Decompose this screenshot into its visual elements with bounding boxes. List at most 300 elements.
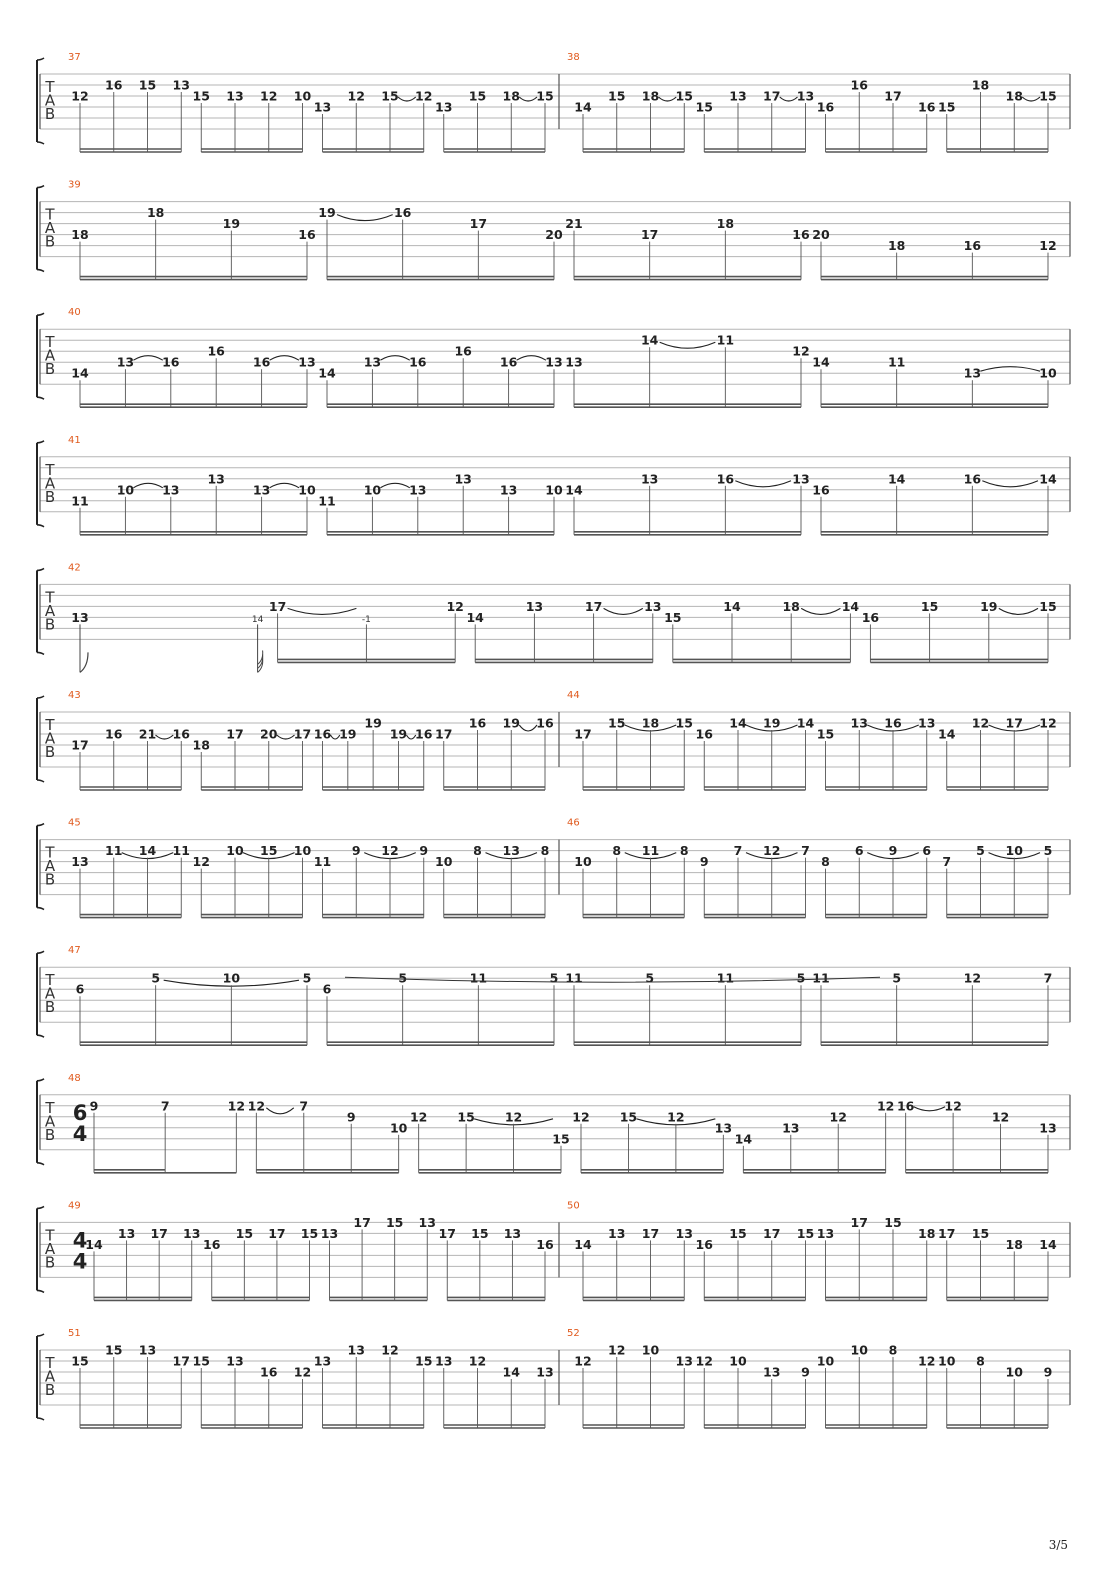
fret-number: 14 (723, 598, 741, 614)
fret-number: 17 (763, 1225, 781, 1241)
fret-number: 13 (714, 1120, 733, 1136)
fret-number: 17 (293, 726, 312, 742)
fret-number: 16 (499, 354, 518, 370)
fret-number: 10 (729, 1353, 747, 1369)
fret-number: 16 (298, 227, 316, 243)
fret-number: 13 (71, 609, 89, 625)
beat-group (942, 843, 1052, 918)
beat-group (574, 89, 693, 153)
fret-number: 11 (887, 354, 906, 370)
fret-number: 17 (850, 1214, 868, 1230)
fret-number: 8 (612, 843, 622, 859)
beat-group (439, 1226, 554, 1301)
fret-number: 18 (782, 598, 800, 614)
measure-number: 45 (68, 817, 81, 829)
time-signature-bottom: 4 (72, 1121, 88, 1146)
fret-number: 13 (138, 1342, 157, 1358)
fret-number: 10 (850, 1342, 868, 1358)
fret-number: 14 (138, 843, 157, 859)
beat-group (696, 1354, 810, 1429)
fret-number: 19 (980, 598, 998, 614)
fret-number: 12 (381, 843, 399, 859)
fret-number: 8 (888, 1342, 898, 1358)
tie-arc (982, 481, 1038, 487)
fret-number: 12 (409, 1109, 428, 1125)
fret-number: 11 (716, 332, 735, 348)
beat-group (71, 610, 263, 673)
tab-clef-letter: A (44, 346, 56, 365)
beat-group (938, 1226, 1057, 1301)
fret-number: 7 (801, 843, 810, 859)
fret-number: 16 (884, 715, 902, 731)
fret-number: 16 (105, 77, 123, 93)
tie-arc (517, 356, 546, 361)
fret-number: 16 (536, 715, 554, 731)
fret-number: 15 (300, 1225, 319, 1241)
fret-number: 16 (260, 1364, 278, 1380)
fret-number: 17 (1005, 715, 1023, 731)
fret-number: 15 (729, 1225, 747, 1241)
fret-number: 16 (415, 726, 433, 742)
tie-arc (380, 356, 409, 361)
fret-number: 12 (876, 1098, 895, 1114)
fret-number: 15 (138, 77, 157, 93)
fret-number: 11 (313, 854, 332, 870)
fret-number: 5 (398, 970, 408, 986)
measure-number: 43 (68, 690, 81, 701)
tie-arc (914, 1107, 945, 1111)
fret-number: 12 (918, 1353, 936, 1369)
fret-number: 15 (385, 1214, 404, 1230)
fret-number: 16 (409, 354, 427, 370)
fret-number: 17 (574, 726, 592, 742)
fret-number: 12 (192, 854, 210, 870)
fret-number: 18 (146, 205, 165, 221)
fret-number: 15 (1039, 598, 1057, 614)
tab-clef-letter: A (44, 1367, 56, 1386)
fret-number: 9 (346, 1109, 356, 1125)
tie-arc (288, 608, 357, 614)
fret-number: 15 (192, 1353, 210, 1369)
fret-number: 16 (207, 343, 225, 359)
tab-clef-letter: B (44, 870, 56, 889)
beat-group (696, 1226, 815, 1301)
fret-number: 14 (502, 1364, 520, 1380)
fret-number: 13 (313, 99, 332, 115)
beat-group (193, 843, 312, 918)
beat-group (817, 1215, 936, 1301)
tab-system (37, 307, 1070, 407)
fret-number: 18 (1005, 1236, 1023, 1252)
beat-group (565, 471, 809, 535)
fret-number: 10 (389, 1120, 408, 1136)
fret-number: 13 (226, 1353, 244, 1369)
beat-group (318, 205, 563, 280)
tab-clef-letter: T (45, 460, 55, 479)
beat-group (269, 599, 464, 663)
fret-number: 13 (608, 1225, 626, 1241)
fret-number: 15 (664, 609, 682, 625)
page-number: 3/5 (1048, 1538, 1068, 1552)
fret-number: 19 (763, 715, 781, 731)
measure-number: 38 (567, 52, 580, 63)
fret-number: 19 (364, 715, 382, 731)
fret-number: 17 (172, 1353, 190, 1369)
fret-number: 18 (71, 227, 89, 243)
tab-clef-letter: T (45, 78, 55, 96)
fret-number: 9 (419, 843, 429, 859)
fret-number: 15 (536, 88, 554, 104)
fret-number: 16 (850, 77, 868, 93)
fret-number: 10 (222, 970, 241, 986)
tie-arc (270, 483, 299, 488)
beat-group (565, 333, 809, 408)
fret-number: 14 (812, 354, 830, 370)
fret-number: 13 (545, 354, 563, 370)
tab-clef-letter: B (44, 1125, 56, 1144)
fret-number: 11 (565, 970, 583, 986)
fret-number: 13 (1039, 1120, 1057, 1136)
fret-number: 16 (716, 471, 735, 487)
tab-clef-letter: T (45, 588, 55, 607)
fret-number: 15 (884, 1214, 902, 1230)
measure-number: 41 (68, 434, 81, 446)
beat-group (812, 971, 1052, 1045)
tab-clef-letter: T (45, 971, 55, 990)
fret-number: 10 (574, 854, 592, 870)
beat-group (817, 78, 936, 153)
fret-number: 14 (574, 1236, 592, 1252)
measure-number: 49 (68, 1200, 81, 1212)
fret-number: 16 (896, 1098, 915, 1114)
beat-group (90, 1098, 245, 1173)
fret-number: 5 (549, 970, 559, 986)
fret-number: 19 (502, 715, 520, 731)
tie-arc (266, 1108, 293, 1114)
fret-number: 14 (734, 1131, 753, 1147)
fret-number: 13 (640, 471, 659, 487)
tab-system (37, 690, 1070, 790)
tie-arc (780, 97, 798, 101)
fret-number: 13 (536, 1364, 554, 1380)
fret-number: 12 (468, 1353, 487, 1369)
fret-number: 15 (608, 88, 626, 104)
tab-clef-letter: A (44, 474, 56, 493)
fret-number: 13 (418, 1214, 436, 1230)
fret-number: 9 (699, 854, 709, 870)
fret-number: 13 (252, 482, 271, 498)
fret-number: 5 (892, 970, 902, 986)
tie-arc (999, 608, 1038, 614)
beat-group (193, 727, 312, 791)
fret-number: 12 (829, 1109, 847, 1125)
fret-number: 17 (226, 726, 244, 742)
tab-clef-letter: A (44, 219, 56, 238)
fret-number: 16 (313, 726, 332, 742)
fret-number: 20 (545, 227, 563, 243)
tab-clef-letter: A (44, 857, 56, 876)
beat-group (574, 716, 693, 791)
fret-number: 16 (536, 1236, 554, 1252)
fret-number: 12 (247, 1098, 266, 1114)
beat-group (574, 1226, 693, 1301)
tie-arc (337, 215, 393, 221)
fret-number: 14 (887, 471, 906, 487)
beat-group (574, 843, 688, 918)
tab-system (37, 562, 1070, 672)
fret-number: 15 (675, 715, 693, 731)
fret-number: 10 (293, 843, 312, 859)
fret-number: 13 (763, 1364, 781, 1380)
fret-number: 11 (172, 843, 190, 859)
measure-number: 51 (68, 1328, 81, 1339)
fret-number: 17 (640, 227, 659, 243)
fret-number: 13 (435, 99, 453, 115)
fret-number: 14 (841, 598, 860, 614)
tie-arc (519, 97, 537, 101)
beat-group (821, 843, 931, 918)
fret-number: 12 (446, 598, 464, 614)
fret-number: 13 (409, 482, 427, 498)
fret-number: 5 (976, 843, 985, 859)
fret-number: 12 (792, 343, 810, 359)
tab-system (37, 180, 1070, 280)
fret-number: 19 (222, 216, 241, 232)
measure-number: 42 (68, 562, 81, 574)
measure-number: 52 (567, 1328, 580, 1339)
fret-number: 19 (389, 726, 408, 742)
beat-group (71, 843, 190, 918)
fret-number: 17 (763, 88, 781, 104)
beat-group (71, 1343, 190, 1429)
fret-number: 18 (641, 88, 660, 104)
fret-number: 11 (318, 493, 336, 509)
fret-number: 15 (260, 843, 278, 859)
fret-number: 13 (675, 1225, 693, 1241)
fret-number: 12 (991, 1109, 1010, 1125)
fret-number: 12 (415, 88, 433, 104)
beat-group (314, 1343, 433, 1429)
tie-arc (659, 97, 677, 101)
fret-number: 15 (552, 1131, 570, 1147)
fret-number: 18 (192, 737, 210, 753)
fret-number: 11 (812, 970, 830, 986)
beat-group (71, 727, 190, 791)
tie-arc (660, 342, 716, 348)
fret-number: 12 (608, 1342, 626, 1358)
fret-number: 16 (695, 726, 713, 742)
fret-number: 21 (138, 726, 157, 742)
fret-number: 12 (667, 1109, 685, 1125)
time-signature-top: 6 (72, 1100, 88, 1125)
fret-number: 13 (675, 1353, 693, 1369)
beat-group (817, 716, 936, 791)
beat-group (314, 716, 433, 791)
fret-number: 12 (293, 1364, 312, 1380)
fret-number: 13 (782, 1120, 800, 1136)
fret-number: 8 (679, 843, 689, 859)
fret-number: 16 (252, 354, 271, 370)
measure-number: 40 (68, 307, 81, 319)
beat-group (696, 716, 815, 791)
fret-number: 14 (938, 726, 956, 742)
fret-number: 16 (203, 1236, 221, 1252)
fret-number: 16 (393, 205, 412, 221)
fret-number: 9 (1043, 1364, 1053, 1380)
fret-number: 12 (71, 88, 89, 104)
fret-number: 12 (1039, 238, 1057, 254)
beat-group (572, 1109, 732, 1173)
fret-number: 17 (938, 1225, 956, 1241)
beat-group (938, 716, 1057, 791)
fret-number: 13 (207, 471, 225, 487)
fret-number: 6 (322, 981, 332, 997)
fret-number: 19 (318, 205, 336, 221)
fret-number: 16 (172, 726, 190, 742)
fret-number: 13 (850, 715, 868, 731)
beat-group (938, 78, 1057, 153)
fret-number: 18 (1005, 88, 1023, 104)
beat-group (248, 1098, 408, 1173)
fret-number: 16 (918, 99, 936, 115)
fret-number: 11 (469, 970, 488, 986)
tab-clef-letter: A (44, 729, 56, 748)
fret-number: 19 (339, 726, 357, 742)
fret-number: 17 (438, 1225, 456, 1241)
beat-group (314, 843, 428, 918)
fret-number: 7 (160, 1098, 170, 1114)
fret-number: 10 (1005, 843, 1023, 859)
fret-number: 10 (435, 854, 453, 870)
fret-number: 15 (608, 715, 626, 731)
tab-clef-letter: T (45, 1098, 55, 1117)
beat-group (314, 89, 433, 153)
fret-number: 17 (150, 1225, 168, 1241)
tab-system (37, 435, 1070, 535)
fret-number: 15 (1039, 88, 1057, 104)
fret-number: 17 (353, 1214, 371, 1230)
fret-number: 14 (640, 332, 659, 348)
fret-number: 5 (1043, 843, 1053, 859)
fret-number: 16 (861, 609, 880, 625)
fret-number: 13 (525, 598, 544, 614)
fret-number: 12 (347, 88, 365, 104)
fret-number: 12 (971, 715, 990, 731)
fret-number: 18 (716, 216, 735, 232)
fret-number: 9 (888, 843, 898, 859)
fret-number: 18 (918, 1225, 936, 1241)
beat-group (435, 716, 554, 791)
tie-arc (380, 483, 409, 488)
fret-number: 17 (71, 737, 89, 753)
fret-number: 14 (1039, 471, 1057, 487)
fret-number: 15 (235, 1225, 254, 1241)
tie-arc (801, 608, 840, 614)
tie-arc (735, 481, 791, 487)
fret-number: 14 (796, 715, 815, 731)
fret-number: 13 (918, 715, 936, 731)
beat-group (700, 843, 810, 918)
beat-group (812, 471, 1057, 535)
fret-number: 14 (85, 1236, 103, 1252)
fret-number: 10 (298, 482, 316, 498)
tab-clef-letter: B (44, 998, 56, 1017)
fret-number: 13 (117, 1225, 136, 1241)
fret-number: 15 (938, 99, 956, 115)
fret-number: 14 (466, 609, 484, 625)
eighth-flag (80, 652, 88, 672)
fret-number: 18 (971, 77, 990, 93)
time-signature-bottom: 4 (72, 1249, 88, 1274)
beat-group (193, 89, 312, 153)
fret-number: 11 (105, 843, 123, 859)
fret-number: 13 (792, 471, 810, 487)
fret-number: 14 (318, 365, 336, 381)
tab-clef-letter: B (44, 232, 56, 251)
fret-number: 15 (192, 88, 210, 104)
fret-number: 12 (504, 1109, 523, 1125)
fret-number: 15 (971, 1225, 990, 1241)
fret-number: 14 (71, 365, 89, 381)
tab-clef-letter: B (44, 360, 56, 379)
tab-system (37, 1073, 1070, 1173)
fret-number: 8 (821, 854, 830, 870)
fret-number: 5 (645, 970, 655, 986)
fret-number: 11 (641, 843, 660, 859)
fret-number: 16 (454, 343, 472, 359)
fret-number: 13 (162, 482, 180, 498)
fret-number: 13 (172, 77, 190, 93)
fret-number: 9 (89, 1098, 99, 1114)
fret-number: 13 (71, 854, 89, 870)
tie-arc (604, 608, 643, 614)
tab-clef-letter: B (44, 743, 56, 761)
fret-number: 10 (293, 88, 312, 104)
tie-arc (156, 735, 174, 739)
fret-number: 13 (347, 1342, 365, 1358)
fret-number: 17 (268, 1225, 286, 1241)
beat-group (203, 1226, 318, 1301)
fret-number: 12 (695, 1353, 713, 1369)
fret-number: 15 (796, 1225, 815, 1241)
fret-number: 14 (251, 614, 264, 625)
tie-arc (398, 97, 416, 101)
tie-arc (277, 735, 295, 739)
fret-number: 13 (313, 1353, 332, 1369)
tab-clef-letter: T (45, 333, 55, 352)
fret-number: 15 (920, 598, 939, 614)
tab-clef-letter: B (44, 1381, 56, 1399)
beat-group (193, 1354, 312, 1429)
fret-number: 15 (415, 1353, 433, 1369)
measure-number: 48 (68, 1072, 81, 1084)
fret-number: 13 (116, 354, 135, 370)
fret-number: 14 (565, 482, 583, 498)
fret-number: 10 (816, 1353, 835, 1369)
beat-group (466, 599, 661, 663)
tie-arc (270, 356, 299, 361)
fret-number: 15 (619, 1109, 638, 1125)
fret-number: 13 (435, 1353, 453, 1369)
fret-number: 8 (473, 843, 482, 859)
fret-number: 7 (942, 854, 952, 870)
fret-number: 10 (938, 1353, 956, 1369)
beat-group (435, 1354, 554, 1429)
measure-number: 50 (567, 1200, 580, 1212)
beat-group (435, 89, 554, 153)
fret-number: 7 (299, 1098, 309, 1114)
fret-number: 15 (471, 1225, 489, 1241)
